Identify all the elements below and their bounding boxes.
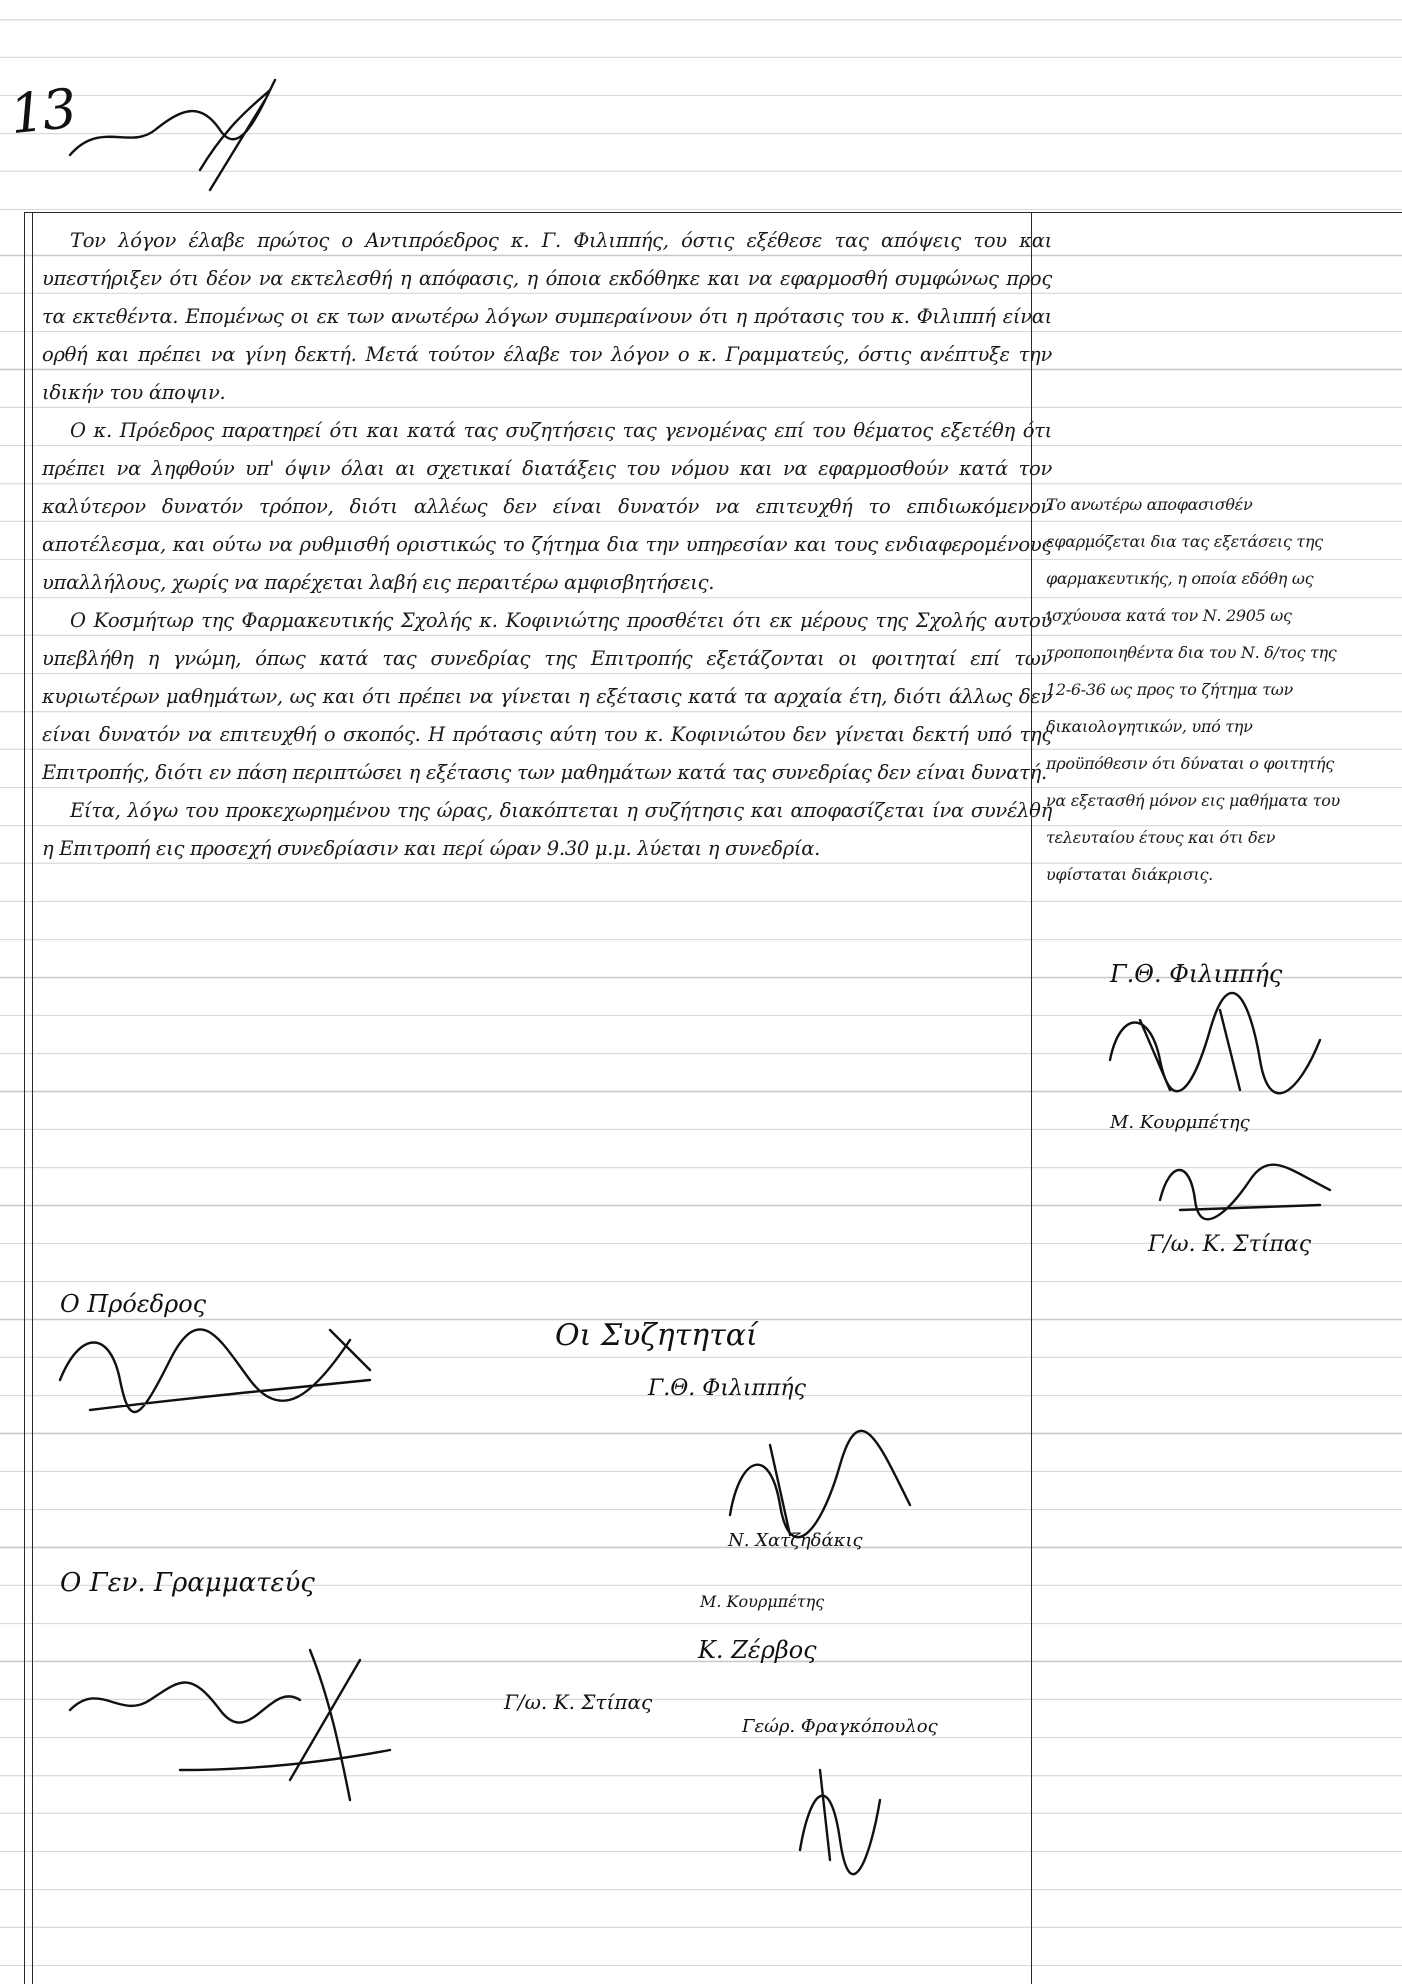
margin-note: Το ανωτέρω αποφασισθέν εφαρμόζεται δια τας εξετάσεις της φαρμακευτικής, η οποία εδόθη ως ισχύουσα κατά τον Ν. 2905 ως τροποποιηθέντα δια του Ν. δ/τος της 12-6-36 ως προς το ζήτημα των δικαιολογητικών, υπό την προϋπόθεσιν ότι δύναται ο φοιτητής να εξετασθή μόνον εις μαθήματα του τελευταίου έτους και ότι δεν υφίσταται διάκρισις.: [1046, 495, 1340, 884]
page-number: 13: [6, 76, 78, 147]
left-margin-line: [24, 212, 25, 1984]
top-rule: [24, 212, 1402, 213]
member-signature: Μ. Κουρμπέτης: [700, 1592, 825, 1611]
margin-signature-scribble: [1150, 1150, 1340, 1220]
paragraph: Ο Κοσμήτωρ της Φαρμακευτικής Σχολής κ. Κοφινιώτης προσθέτει ότι εκ μέρους της Σχολής αυτού υπεβλήθη η γνώμη, όπως κατά τας συνεδρίας της Επιτροπής εξετάζονται οι φοιτηταί επί των κυριωτέρων μαθημάτων, ως και ότι πρέπει να γίνεται η εξέτασις κατά τα αρχαία έτη, διότι άλλως δεν είναι δυνατόν να επιτευχθή ο σκοπός. Η πρότασις αύτη του κ. Κοφινιώτου δεν γίνεται δεκτή υπό της Επιτροπής, διότι εν πάση περιπτώσει η εξέτασις των μαθημάτων κατά τας συνεδρίας δεν είναι δυνατή.: [42, 609, 1052, 784]
minutes-body: [42, 222, 1052, 868]
secretary-title: Ο Γεν. Γραμματεύς: [60, 1568, 315, 1598]
member-signature-scribble: [780, 1750, 900, 1870]
margin-signature: Γ.Θ. Φιλιππής: [1110, 960, 1283, 988]
president-signature: [50, 1320, 380, 1430]
member-signature: Γ/ω. Κ. Στίπας: [504, 1690, 653, 1714]
member-signature: Ν. Χατζηδάκις: [728, 1530, 863, 1551]
member-signature-scribble: [720, 1425, 920, 1545]
margin-signature-scribble: [1100, 990, 1330, 1110]
paragraph: Ο κ. Πρόεδρος παρατηρεί ότι και κατά τας συζητήσεις τας γενομένας επί του θέματος εξετέθη ότι πρέπει να ληφθούν υπ' όψιν όλαι αι σχετικαί διατάξεις του νόμου και να εφαρμοσθούν κατά τον καλύτερον δυνατόν τρόπον, διότι αλλέως δεν είναι δυνατόν να επιτευχθή το επιδιωκόμενον αποτέλεσμα, και ούτω να ρυθμισθή οριστικώς το ζήτημα δια την υπηρεσίαν και τους ενδιαφερομένους υπαλλήλους, χωρίς να παρέχεται λαβή εις περαιτέρω αμφισβητήσεις.: [42, 419, 1052, 594]
member-signature: Γεώρ. Φραγκόπουλος: [742, 1716, 938, 1737]
president-title: Ο Πρόεδρος: [60, 1290, 207, 1318]
members-title: Οι Συζητηταί: [555, 1318, 758, 1353]
margin-signature: Μ. Κουρμπέτης: [1110, 1112, 1250, 1133]
left-margin-line-inner: [32, 212, 33, 1984]
page-number-flourish: [60, 60, 290, 200]
secretary-signature: [60, 1620, 400, 1810]
margin-signature: Γ/ω. Κ. Στίπας: [1148, 1232, 1312, 1257]
member-signature: Γ.Θ. Φιλιππής: [648, 1376, 806, 1401]
paragraph: Τον λόγον έλαβε πρώτος ο Αντιπρόεδρος κ. Γ. Φιλιππής, όστις εξέθεσε τας απόψεις του και υπεστήριξεν ότι δέον να εκτελεσθή η απόφασις, η όποια εκδόθηκε και να εφαρμοσθή συμφώνως προς τα εκτεθέντα. Επομένως οι εκ των ανωτέρω λόγων συμπεραίνουν ότι η πρότασις του κ. Φιλιππή είναι ορθή και πρέπει να γίνη δεκτή. Μετά τούτον έλαβε τον λόγον ο κ. Γραμματεύς, όστις ανέπτυξε την ιδικήν του άποψιν.: [42, 229, 1052, 404]
paragraph: Είτα, λόγω του προκεχωρημένου της ώρας, διακόπτεται η συζήτησις και αποφασίζεται ίνα συνέλθη η Επιτροπή εις προσεχή συνεδρίασιν και περί ώραν 9.30 μ.μ. λύεται η συνεδρία.: [42, 799, 1052, 860]
member-signature: Κ. Ζέρβος: [698, 1636, 817, 1664]
